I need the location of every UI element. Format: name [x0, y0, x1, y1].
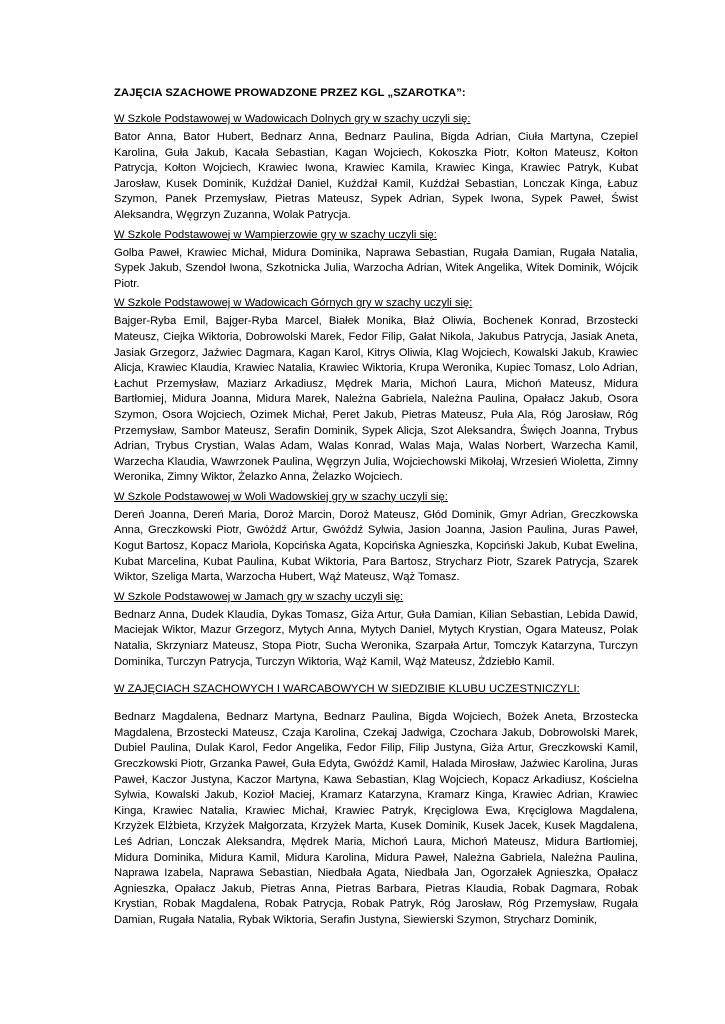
section-heading: W Szkole Podstawowej w Wampierzowie gry w szachy uczyli się:: [114, 228, 437, 241]
participant-list: Bednarz Anna, Dudek Klaudia, Dykas Tomasz, Giża Artur, Guła Damian, Kilian Sebastian, Lebida Dawid, Maciejak Wiktor, Mazur Grzegorz, Mytych Anna, Mytych Daniel, Mytych Krystian, Ogara Mateusz, Polak Natalia, Skrzyniarz Mateusz, Stopa Piotr, Sucha Weronika, Szarpała Artur, Tomczyk Katarzyna, Turczyn Dominika, Turczyn Patrycja, Turczyn Wiktoria, Wąż Kamil, Wąż Mateusz, Żdziebło Kamil.: [114, 608, 638, 668]
school-section-wadowice-gorne: [114, 296, 638, 486]
document-page: [114, 86, 638, 933]
participant-list: Bajger-Ryba Emil, Bajger-Ryba Marcel, Białek Monika, Błaż Oliwia, Bochenek Konrad, Brzostecki Mateusz, Ciejka Wiktoria, Dobrowolski Marek, Fedor Filip, Gałat Nikola, Jakubus Patrycja, Jasiak Aneta, Jasiak Grzegorz, Jaźwiec Dagmara, Kagan Karol, Kitrys Oliwia, Klag Wojciech, Kowalski Jakub, Krawiec Alicja, Krawiec Klaudia, Krawiec Natalia, Krawiec Wiktoria, Krupa Weronika, Kupiec Tomasz, Lolo Adrian, Łachut Przemysław, Maziarz Arkadiusz, Mędrek Maria, Michoń Laura, Michoń Mateusz, Midura Bartłomiej, Midura Joanna, Midura Marek, Należna Gabriela, Należna Paulina, Opałacz Jakub, Osora Szymon, Osora Wojciech, Ozimek Michał, Peret Jakub, Pietras Mateusz, Puła Ala, Róg Jarosław, Róg Przemysław, Sambor Mateusz, Serafin Dominik, Sypek Alicja, Szot Aleksandra, Święch Joanna, Trybus Adrian, Trybus Crystian, Walas Adam, Walas Konrad, Walas Maja, Walas Norbert, Warzecha Kamil, Warzecha Klaudia, Wawrzonek Paulina, Węgrzyn Julia, Wojciechowski Mikołaj, Wrzesień Wioletta, Zimny Weronika, Zimny Wiktor, Żelazko Anna, Żelazko Wojciech.: [114, 315, 638, 484]
club-participant-list: Bednarz Magdalena, Bednarz Martyna, Bednarz Paulina, Bigda Wojciech, Bożek Aneta, Brzostecka Magdalena, Brzostecki Mateusz, Czaja Karolina, Czekaj Jadwiga, Czochara Jakub, Dobrowolski Marek, Dubiel Paulina, Dulak Karol, Fedor Angelika, Fedor Filip, Filip Justyna, Giża Artur, Greczkowski Kamil, Greczkowski Piotr, Grzanka Paweł, Guła Edyta, Gwóźdź Kamil, Halada Mirosław, Jaźwiec Karolina, Juras Paweł, Kaczor Justyna, Kaczor Martyna, Kawa Sebastian, Klag Wojciech, Kopacz Arkadiusz, Kościelna Sylwia, Kowalski Jakub, Kozioł Maciej, Kramarz Katarzyna, Kramarz Kinga, Krawiec Adrian, Krawiec Kinga, Krawiec Natalia, Krawiec Michał, Krawiec Patryk, Kręciglowa Ewa, Kręciglowa Magdalena, Krzyżek Elżbieta, Krzyżek Małgorzata, Krzyżek Marta, Kusek Dominik, Kusek Jacek, Kusek Magdalena, Leś Adrian, Lonczak Aleksandra, Mędrek Maria, Michoń Laura, Michoń Mateusz, Midura Bartłomiej, Midura Dominika, Midura Kamil, Midura Karolina, Midura Paweł, Należna Gabriela, Należna Paulina, Naprawa Izabela, Naprawa Sebastian, Niedbała Agata, Niedbała Jan, Ogorzałek Agnieszka, Opałacz Agnieszka, Opałacz Jakub, Pietras Anna, Pietras Barbara, Pietras Klaudia, Robak Dagmara, Robak Krystian, Robak Magdalena, Robak Patrycja, Robak Patryk, Róg Jarosław, Róg Przemysław, Rugała Damian, Rugała Natalia, Rybak Wiktoria, Serafin Justyna, Siewierski Szymon, Strycharz Dominik,: [114, 711, 638, 926]
section-heading: W Szkole Podstawowej w Jamach gry w szachy uczyli się:: [114, 590, 404, 603]
participant-list: Dereń Joanna, Dereń Maria, Doroż Marcin, Doroż Mateusz, Głód Dominik, Gmyr Adrian, Greczkowska Anna, Greczkowski Piotr, Gwóźdź Artur, Gwóźdź Sylwia, Jasion Joanna, Jasion Paulina, Juras Paweł, Kogut Bartosz, Kopacz Mariola, Kopcińska Agata, Kopcińska Agnieszka, Kopciński Jakub, Kubat Ewelina, Kubat Marcelina, Kubat Paulina, Kubat Wiktoria, Para Bartosz, Strycharz Piotr, Szarek Patrycja, Szarek Wiktor, Szeliga Marta, Warzocha Hubert, Wąż Mateusz, Wąż Tomasz.: [114, 508, 638, 584]
document-title: ZAJĘCIA SZACHOWE PROWADZONE PRZEZ KGL „SZAROTKA”:: [114, 87, 466, 99]
section-heading: W Szkole Podstawowej w Woli Wadowskiej gry w szachy uczyli się:: [114, 490, 448, 503]
school-section-wadowice-dolne: [114, 112, 638, 224]
participant-list: Golba Paweł, Krawiec Michał, Midura Dominika, Naprawa Sebastian, Rugała Damian, Rugała Natalia, Sypek Jakub, Szendoł Iwona, Szkotnicka Julia, Warzocha Adrian, Witek Angelika, Witek Dominik, Wójcik Piotr.: [114, 246, 638, 290]
school-section-wampierzow: [114, 228, 638, 293]
section-heading: W Szkole Podstawowej w Wadowicach Dolnych gry w szachy uczyli się:: [114, 113, 471, 125]
section-heading: W Szkole Podstawowej w Wadowicach Górnych gry w szachy uczyli się:: [114, 297, 473, 310]
school-section-jamy: [114, 590, 638, 670]
participant-list: Bator Anna, Bator Hubert, Bednarz Anna, Bednarz Paulina, Bigda Adrian, Ciuła Martyna, Czepiel Karolina, Guła Jakub, Kacała Sebastian, Kagan Wojciech, Kokoszka Piotr, Kołton Mateusz, Kołton Patrycja, Kołton Wojciech, Krawiec Iwona, Krawiec Kamila, Krawiec Kinga, Krawiec Patryk, Kubat Jarosław, Kusek Dominik, Kuźdżał Daniel, Kuźdżał Kamil, Kuźdżał Sebastian, Lonczak Kinga, Łabuz Szymon, Panek Przemysław, Pietras Mateusz, Sypek Adrian, Sypek Iwona, Sypek Paweł, Świst Aleksandra, Węgrzyn Zuzanna, Wolak Patrycja.: [114, 131, 638, 221]
club-heading: W ZAJĘCIACH SZACHOWYCH I WARCABOWYCH W SIEDZIBIE KLUBU UCZESTNICZYLI:: [114, 683, 580, 696]
school-section-wola-wadowska: [114, 490, 638, 586]
club-section: [114, 682, 638, 928]
